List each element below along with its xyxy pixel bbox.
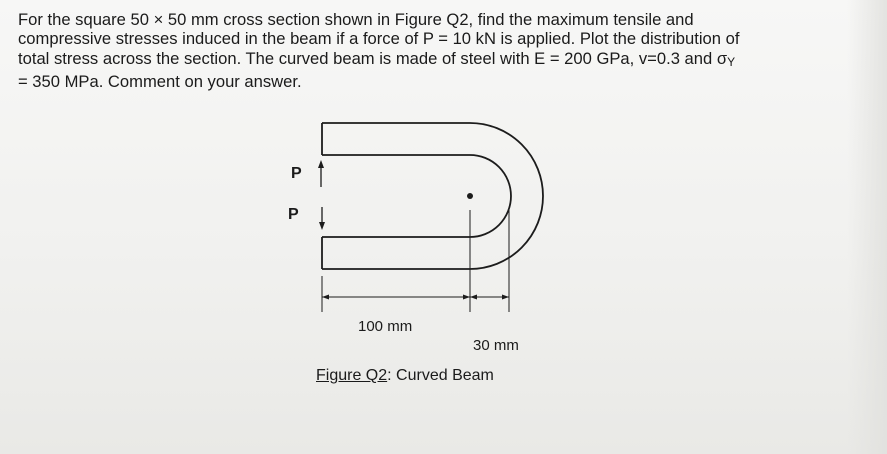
question-line-text: total stress across the section. The curved beam is made of steel with E = 200 GPa, v=0.3 and σ bbox=[18, 48, 728, 68]
dim-arrow-left-icon bbox=[322, 295, 329, 300]
load-label-bottom: P bbox=[288, 206, 299, 223]
dim-arrow-right-icon bbox=[463, 295, 470, 300]
question-line: = 350 MPa. Comment on your answer. bbox=[18, 72, 302, 92]
up-arrow-icon bbox=[318, 160, 324, 168]
dimension-label-radius: 30 mm bbox=[473, 337, 519, 354]
down-arrow-icon bbox=[319, 222, 325, 230]
yield-stress-subscript: Y bbox=[727, 54, 736, 69]
question-line: compressive stresses induced in the beam if a force of P = 10 kN is applied. Plot the distribution of bbox=[18, 29, 740, 49]
caption-figure-ref: Figure Q2 bbox=[316, 367, 388, 384]
caption-text: Curved Beam bbox=[391, 367, 494, 384]
figure-caption bbox=[316, 367, 494, 385]
beam-outer-edge bbox=[322, 123, 543, 269]
dim-arrow-right-icon bbox=[502, 295, 509, 300]
center-of-curvature-dot bbox=[467, 193, 473, 199]
dimension-label-straight: 100 mm bbox=[358, 318, 413, 335]
load-arrows bbox=[318, 160, 325, 230]
caption-separator: : bbox=[387, 367, 392, 384]
load-label-top: P bbox=[291, 165, 302, 182]
dimension-lines bbox=[322, 210, 509, 312]
question-line: For the square 50 × 50 mm cross section shown in Figure Q2, find the maximum tensile and bbox=[18, 10, 694, 29]
dim-arrow-left-icon bbox=[470, 295, 477, 300]
beam-outline bbox=[322, 123, 543, 269]
beam-inner-edge bbox=[322, 155, 511, 237]
